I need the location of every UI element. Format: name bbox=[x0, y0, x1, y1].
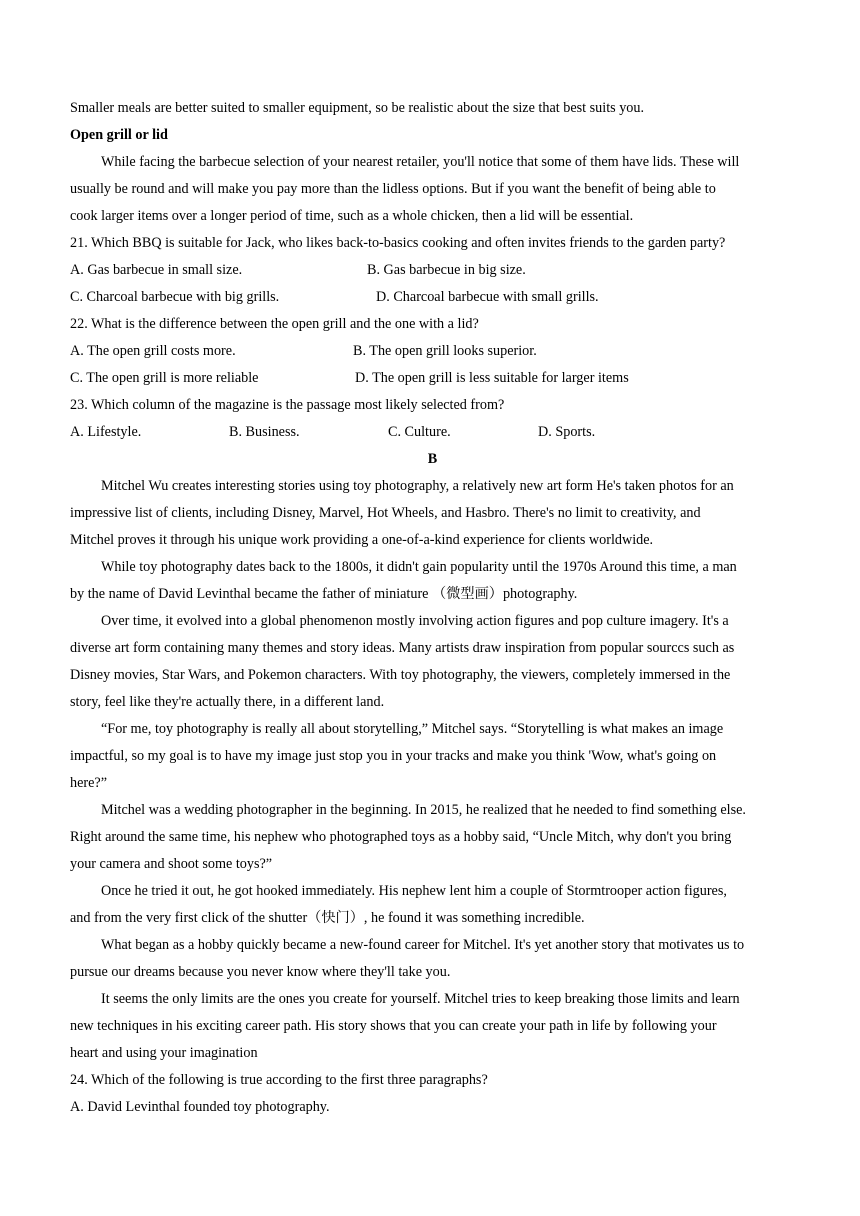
question-22-option-a[interactable]: A. The open grill costs more. bbox=[70, 343, 236, 359]
paragraph-line: Mitchel was a wedding photographer in the beginning. In 2015, he realized that he needed to find something else. bbox=[101, 802, 746, 818]
paragraph-line: Mitchel proves it through his unique work providing a one-of-a-kind experience for clients worldwide. bbox=[70, 532, 654, 548]
question-23-option-a[interactable]: A. Lifestyle. bbox=[70, 424, 142, 440]
question-22-options-row-2 bbox=[70, 365, 795, 392]
paragraph-line: diverse art form containing many themes and story ideas. Many artists draw inspiration from popular sourccs such as bbox=[70, 640, 735, 656]
paragraph-line: While facing the barbecue selection of your nearest retailer, you'll notice that some of them have lids. These will bbox=[101, 154, 740, 170]
paragraph-line: pursue our dreams because you never know where they'll take you. bbox=[70, 964, 451, 980]
paragraph-line: cook larger items over a longer period of time, such as a whole chicken, then a lid will be essential. bbox=[70, 208, 634, 224]
paragraph-line: story, feel like they're actually there, in a different land. bbox=[70, 694, 385, 710]
paragraph-line: Right around the same time, his nephew who photographed toys as a hobby said, “Uncle Mitch, why don't you bring bbox=[70, 829, 732, 845]
section-b-label: B bbox=[427, 451, 438, 467]
paragraph-line: impressive list of clients, including Disney, Marvel, Hot Wheels, and Hasbro. There's no limit to creativity, and bbox=[70, 505, 701, 521]
question-23-option-b[interactable]: B. Business. bbox=[229, 424, 300, 440]
page-content bbox=[70, 95, 795, 1121]
paragraph-line: your camera and shoot some toys?” bbox=[70, 856, 273, 872]
paragraph-line: Over time, it evolved into a global phenomenon mostly involving action figures and pop culture imagery. It's a bbox=[101, 613, 729, 629]
question-24-stem: 24. Which of the following is true according to the first three paragraphs? bbox=[70, 1072, 488, 1088]
paragraph-line: “For me, toy photography is really all about storytelling,” Mitchel says. “Storytelling is what makes an image bbox=[101, 721, 724, 737]
question-22-stem: 22. What is the difference between the open grill and the one with a lid? bbox=[70, 316, 479, 332]
paragraph-line: It seems the only limits are the ones you create for yourself. Mitchel tries to keep breaking those limits and learn bbox=[101, 991, 740, 1007]
question-21-option-d[interactable]: D. Charcoal barbecue with small grills. bbox=[376, 289, 599, 305]
paragraph-line: here?” bbox=[70, 775, 108, 791]
question-22-option-c[interactable]: C. The open grill is more reliable bbox=[70, 370, 259, 386]
paragraph-line: impactful, so my goal is to have my image just stop you in your tracks and make you think 'Wow, what's going on bbox=[70, 748, 717, 764]
paragraph-line: by the name of David Levinthal became the father of miniature （微型画）photography. bbox=[70, 586, 578, 602]
paragraph-line: and from the very first click of the shutter（快门）, he found it was something incredible. bbox=[70, 910, 585, 926]
question-23-options-row bbox=[70, 419, 795, 446]
paragraph-line: Once he tried it out, he got hooked immediately. His nephew lent him a couple of Stormtrooper action figures, bbox=[101, 883, 727, 899]
question-23-option-d[interactable]: D. Sports. bbox=[538, 424, 596, 440]
question-23-option-c[interactable]: C. Culture. bbox=[388, 424, 451, 440]
paragraph-line: usually be round and will make you pay more than the lidless options. But if you want the benefit of being able to bbox=[70, 181, 716, 197]
paragraph-line: new techniques in his exciting career path. His story shows that you can create your path in life by following your bbox=[70, 1018, 717, 1034]
question-21-option-c[interactable]: C. Charcoal barbecue with big grills. bbox=[70, 289, 280, 305]
question-21-options-row-2 bbox=[70, 284, 795, 311]
question-24-option-a[interactable]: A. David Levinthal founded toy photography. bbox=[70, 1099, 330, 1115]
intro-end-text: Smaller meals are better suited to smaller equipment, so be realistic about the size that best suits you. bbox=[70, 100, 645, 116]
paragraph-line: Disney movies, Star Wars, and Pokemon characters. With toy photography, the viewers, completely immersed in the bbox=[70, 667, 731, 683]
question-21-option-a[interactable]: A. Gas barbecue in small size. bbox=[70, 262, 243, 278]
question-22-option-d[interactable]: D. The open grill is less suitable for larger items bbox=[355, 370, 629, 386]
question-21-options-row-1 bbox=[70, 257, 795, 284]
question-22-options-row-1 bbox=[70, 338, 795, 365]
question-21-option-b[interactable]: B. Gas barbecue in big size. bbox=[367, 262, 526, 278]
section-heading-open-grill: Open grill or lid bbox=[70, 127, 168, 143]
paragraph-line: heart and using your imagination bbox=[70, 1045, 258, 1061]
paragraph-line: While toy photography dates back to the 1800s, it didn't gain popularity until the 1970s Around this time, a man bbox=[101, 559, 737, 575]
paragraph-line: Mitchel Wu creates interesting stories using toy photography, a relatively new art form He's taken photos for an bbox=[101, 478, 734, 494]
question-21-stem: 21. Which BBQ is suitable for Jack, who likes back-to-basics cooking and often invites friends to the garden party? bbox=[70, 235, 726, 251]
question-22-option-b[interactable]: B. The open grill looks superior. bbox=[353, 343, 537, 359]
question-23-stem: 23. Which column of the magazine is the passage most likely selected from? bbox=[70, 397, 505, 413]
paragraph-line: What began as a hobby quickly became a new-found career for Mitchel. It's yet another story that motivates us to bbox=[101, 937, 745, 953]
